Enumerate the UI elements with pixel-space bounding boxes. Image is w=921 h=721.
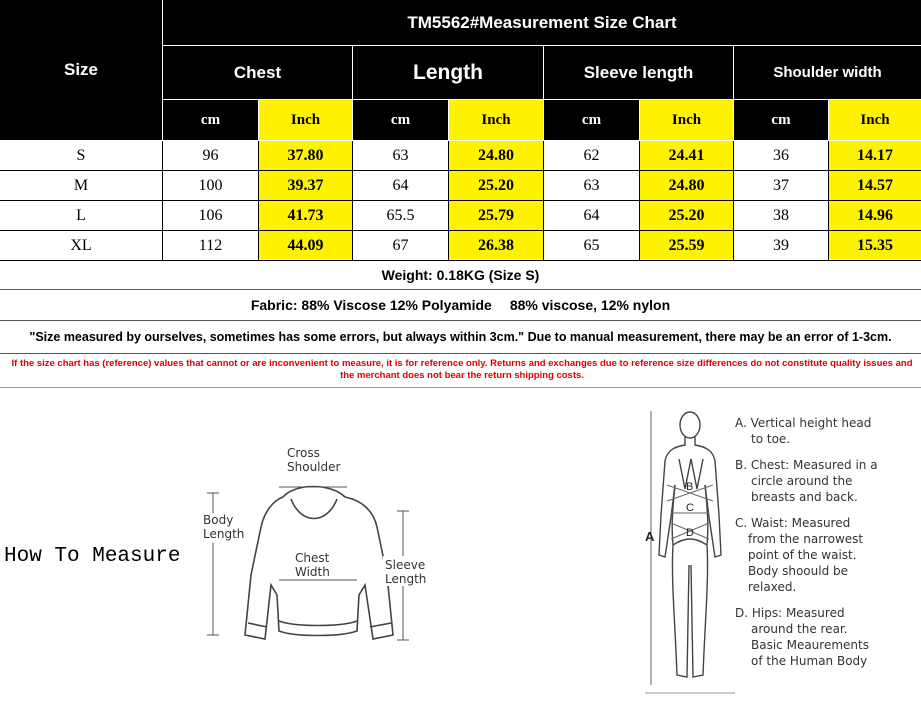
size-cell: M: [73, 176, 89, 194]
garment-diagram: [195, 435, 445, 650]
note-c: [735, 515, 915, 595]
value-cell: 36: [773, 146, 789, 164]
chart-title-bar: [163, 0, 921, 45]
size-cell: L: [76, 206, 86, 224]
fabric-alt-text: 88% viscose, 12% nylon: [509, 296, 671, 313]
grid-line: [448, 141, 449, 260]
grid-line: [0, 200, 921, 201]
grid-line: [258, 141, 259, 260]
note-line: B. Chest: Measured in a: [735, 458, 878, 472]
size-cell: XL: [70, 236, 92, 254]
value-cell: 67: [392, 236, 409, 254]
group-label: Chest: [233, 62, 282, 82]
how-to-measure-title: How To Measure: [4, 545, 181, 568]
fabric-text: Fabric: 88% Viscose 12% Polyamide: [250, 296, 492, 313]
group-header-shoulder: [734, 46, 921, 99]
note-line: breasts and back.: [751, 490, 858, 504]
grid-line: [639, 141, 640, 260]
divider: [0, 353, 921, 354]
grid-line: [0, 170, 921, 171]
unit-cell: Inch: [640, 100, 733, 140]
value-cell: 14.57: [857, 176, 893, 194]
value-cell: 39.37: [287, 176, 324, 194]
value-cell: 26.38: [478, 236, 514, 254]
fabric-row: [0, 290, 921, 319]
value-cell: 24.41: [668, 146, 705, 164]
value-cell: 41.73: [287, 206, 324, 224]
value-cell: 96: [202, 146, 219, 164]
unit-cell: cm: [163, 100, 258, 140]
note-row: [0, 321, 921, 353]
size-header-label: Size: [63, 60, 99, 79]
value-cell: 25.20: [668, 206, 705, 224]
value-cell: 25.79: [478, 206, 514, 224]
grid-line: [162, 141, 163, 260]
value-cell: 24.80: [668, 176, 705, 194]
value-cell: 112: [198, 236, 223, 254]
value-cell: 14.17: [857, 146, 893, 164]
note-line: C. Waist: Measured: [735, 516, 851, 530]
value-cell: 24.80: [478, 146, 514, 164]
value-cell: 100: [198, 176, 223, 194]
value-cell: 63: [392, 146, 409, 164]
note-line: Body shoould be: [748, 564, 849, 578]
unit-cell: cm: [544, 100, 639, 140]
chart-title: TM5562#Measurement Size Chart: [407, 12, 677, 32]
unit-cell: cm: [353, 100, 448, 140]
warning-text: If the size chart has (reference) values that cannot or are inconvenient to measure, it is for reference only. Returns and exchanges due to reference size differences do not constitute quality issues and the merchant does not bear the return shipping costs.: [11, 358, 913, 381]
value-cell: 25.20: [478, 176, 514, 194]
cross-label-1: Cross: [287, 446, 320, 460]
grid-line: [352, 141, 353, 260]
group-label: Sleeve length: [583, 62, 694, 82]
chest-label-1: Chest: [295, 551, 330, 565]
body-label-2: Length: [203, 527, 245, 541]
measure-notes: [735, 415, 915, 669]
grid-line: [543, 141, 544, 260]
marker-d: D: [686, 527, 694, 539]
value-cell: 65.5: [386, 206, 415, 224]
grid-line: [733, 141, 734, 260]
note-line: of the Human Body: [751, 654, 868, 668]
note-a: [735, 415, 915, 447]
weight-text: Weight: 0.18KG (Size S): [381, 267, 540, 283]
value-cell: 64: [583, 206, 600, 224]
value-cell: 38: [773, 206, 789, 224]
value-cell: 63: [583, 176, 600, 194]
value-cell: 39: [773, 236, 789, 254]
unit-cell: cm: [734, 100, 828, 140]
cross-label-2: Shoulder: [287, 460, 341, 474]
sleeve-label-1: Sleeve: [385, 558, 426, 572]
group-label: Shoulder width: [773, 64, 882, 81]
size-header: [0, 0, 162, 140]
note-line: to toe.: [751, 432, 791, 446]
grid-line: [0, 230, 921, 231]
chest-label-2: Width: [295, 565, 330, 579]
note-line: A. Vertical height head: [735, 416, 872, 430]
unit-cell: Inch: [829, 100, 921, 140]
note-line: from the narrowest: [748, 532, 864, 546]
note-line: D. Hips: Measured: [735, 606, 845, 620]
group-header-sleeve: [544, 46, 733, 99]
value-cell: 44.09: [287, 236, 324, 254]
unit-cell: Inch: [259, 100, 352, 140]
value-cell: 37.80: [287, 146, 324, 164]
value-cell: 64: [392, 176, 409, 194]
note-line: around the rear.: [751, 622, 848, 636]
body-label-1: Body: [203, 513, 234, 527]
note-line: circle around the: [751, 474, 853, 488]
note-text: "Size measured by ourselves, sometimes has some errors, but always within 3cm." Due to manual measurement, there may be an error of 1-3cm.: [29, 330, 892, 344]
note-line: relaxed.: [748, 580, 797, 594]
value-cell: 15.35: [857, 236, 893, 254]
group-header-chest: [163, 46, 352, 99]
group-header-length: [353, 46, 543, 99]
value-cell: 62: [583, 146, 600, 164]
value-cell: 65: [583, 236, 600, 254]
marker-a: A: [645, 529, 655, 544]
marker-c: C: [686, 502, 694, 514]
note-d: [735, 605, 915, 669]
note-line: point of the waist.: [748, 548, 857, 562]
body-figure: [645, 405, 735, 695]
weight-row: [0, 261, 921, 289]
group-label: Length: [413, 60, 483, 84]
size-cell: S: [76, 146, 86, 164]
marker-b: B: [686, 481, 694, 493]
note-b: [735, 457, 915, 505]
sleeve-label-2: Length: [385, 572, 427, 586]
value-cell: 37: [773, 176, 789, 194]
value-cell: 25.59: [668, 236, 705, 254]
divider: [0, 387, 921, 388]
value-cell: 14.96: [857, 206, 893, 224]
unit-cell: Inch: [449, 100, 543, 140]
note-line: Basic Meaurements: [751, 638, 869, 652]
value-cell: 106: [198, 206, 223, 224]
grid-line: [828, 141, 829, 260]
